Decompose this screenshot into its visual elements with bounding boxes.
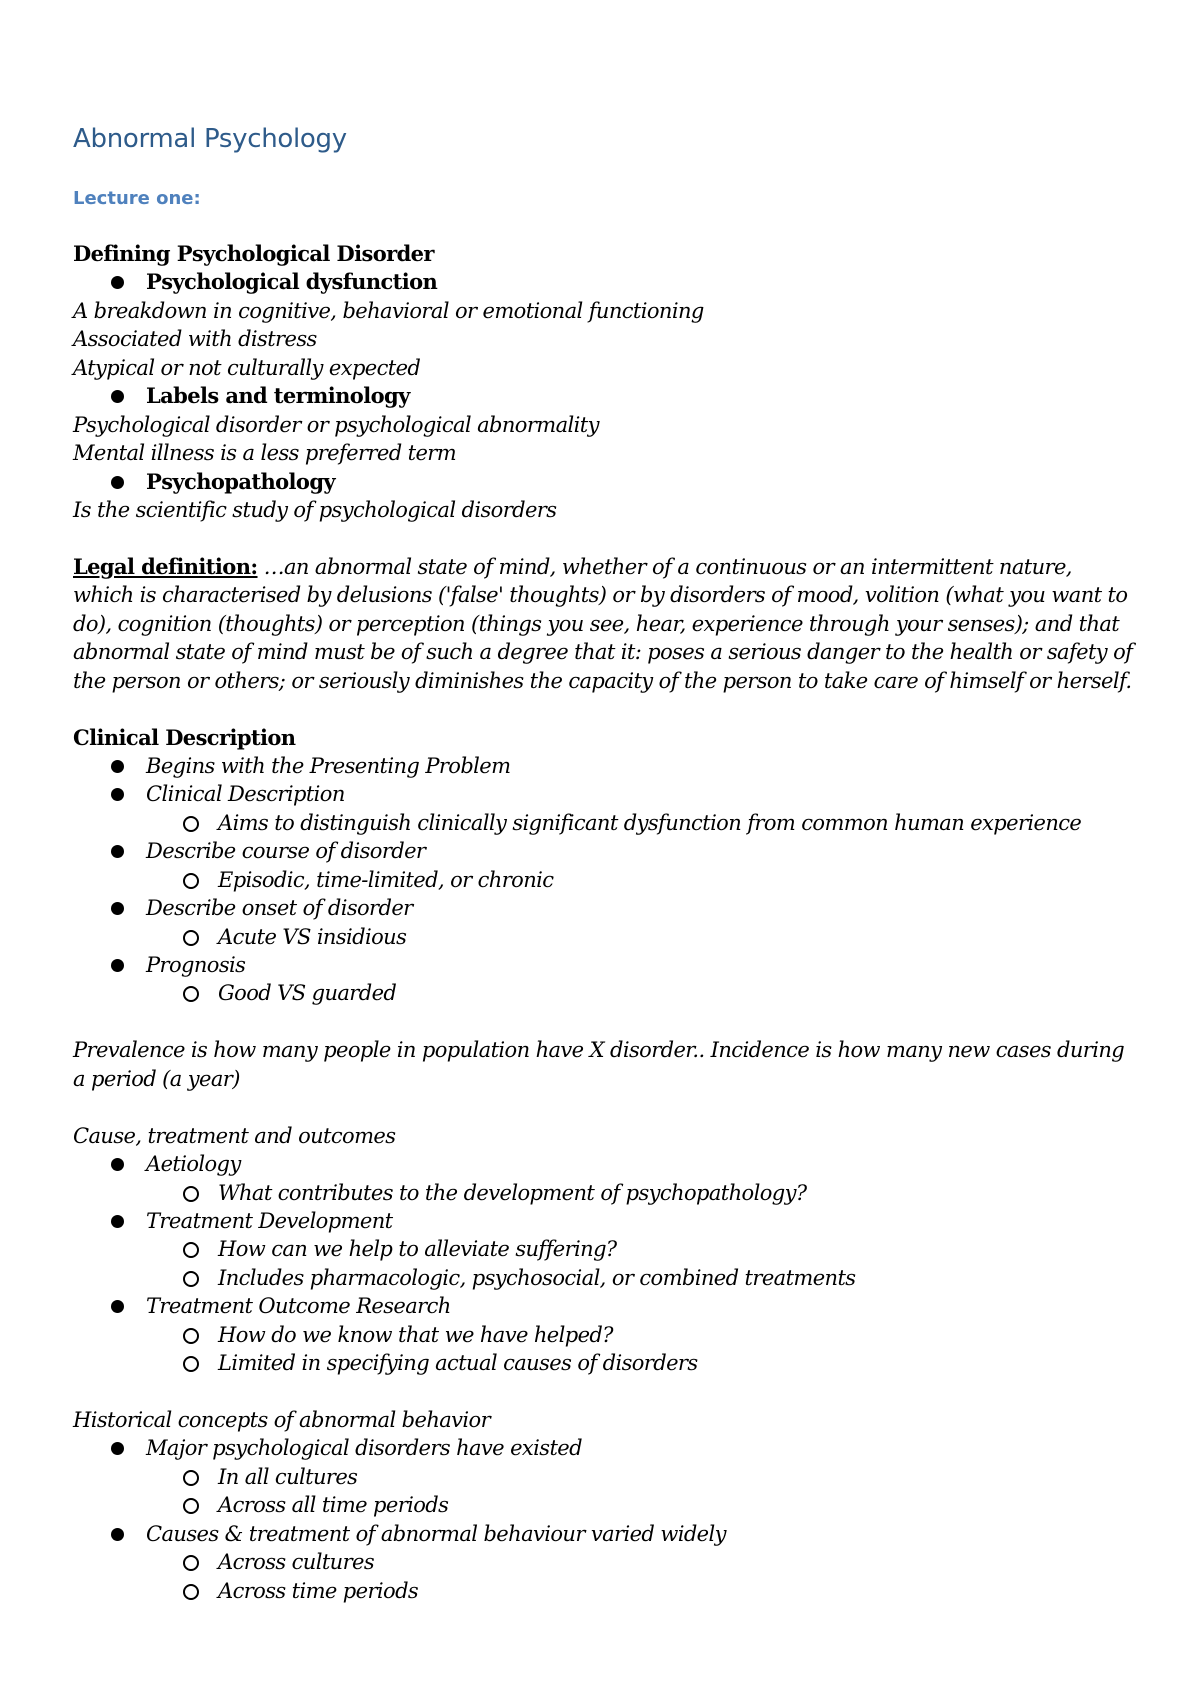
bullet-label: Psychopathology: [146, 468, 336, 494]
legal-definition-label: Legal definition:: [73, 553, 258, 579]
circle-bullet-icon: [183, 873, 199, 889]
sub-list-item: [73, 1463, 1143, 1491]
bullet-icon: [111, 845, 124, 858]
bullet-icon: [111, 1300, 124, 1313]
sub-list-item: [73, 1321, 1143, 1349]
section-heading-clinical: Clinical Description: [73, 724, 296, 750]
sub-list-item-text: What contributes to the development of psychopathology?: [218, 1180, 807, 1205]
sub-list-item-text: Episodic, time-limited, or chronic: [218, 867, 554, 892]
list-item-text: Treatment Development: [146, 1208, 393, 1233]
bullet-icon: [111, 476, 124, 489]
list-item-text: Begins with the Presenting Problem: [146, 753, 511, 778]
sub-list-item-text: In all cultures: [218, 1464, 358, 1489]
document-title: Abnormal Psychology: [73, 124, 347, 154]
circle-bullet-icon: [183, 1328, 199, 1344]
list-item: [73, 1292, 1143, 1320]
text-line: Atypical or not culturally expected: [73, 355, 421, 380]
list-item: [73, 1520, 1143, 1548]
list-item: [73, 837, 1143, 865]
circle-bullet-icon: [183, 1584, 199, 1600]
section-heading-historical: Historical concepts of abnormal behavior: [73, 1408, 491, 1433]
sub-list-item: [73, 1235, 1143, 1263]
sub-list-item: [73, 979, 1143, 1007]
bullet-labels-terminology: [73, 382, 1143, 410]
list-item: [73, 752, 1143, 780]
section-heading-defining: Defining Psychological Disorder: [73, 241, 434, 266]
bullet-icon: [111, 959, 124, 972]
bullet-label: Labels and terminology: [146, 383, 410, 409]
list-item-text: Describe course of disorder: [146, 839, 426, 864]
circle-bullet-icon: [183, 930, 199, 946]
prevalence-paragraph: Prevalence is how many people in population have X disorder.. Incidence is how many new cases during a period (a year): [73, 1038, 1125, 1091]
circle-bullet-icon: [183, 1498, 199, 1514]
bullet-icon: [111, 1215, 124, 1228]
list-item-text: Aetiology: [146, 1152, 241, 1177]
circle-bullet-icon: [183, 1470, 199, 1486]
text-line: Is the scientific study of psychological disorders: [73, 497, 557, 522]
text-line: Mental illness is a less preferred term: [73, 441, 457, 466]
bullet-icon: [111, 902, 124, 915]
bullet-icon: [111, 788, 124, 801]
sub-list-item: [73, 1349, 1143, 1377]
document-body: [73, 240, 1143, 1605]
circle-bullet-icon: [183, 1555, 199, 1571]
sub-list-item: [73, 1548, 1143, 1576]
list-item-text: Causes & treatment of abnormal behaviour varied widely: [146, 1521, 726, 1546]
list-item-text: Treatment Outcome Research: [146, 1294, 451, 1319]
bullet-psychological-dysfunction: [73, 268, 1143, 296]
sub-list-item-text: How do we know that we have helped?: [218, 1322, 613, 1347]
circle-bullet-icon: [183, 1242, 199, 1258]
bullet-icon: [111, 276, 124, 289]
text-line: Psychological disorder or psychological abnormality: [73, 412, 599, 437]
list-item-text: Clinical Description: [146, 782, 345, 807]
text-line: Associated with distress: [73, 327, 317, 352]
sub-list-item-text: How can we help to alleviate suffering?: [218, 1237, 617, 1262]
sub-list-item: [73, 866, 1143, 894]
sub-list-item-text: Across cultures: [218, 1550, 375, 1575]
sub-list-item: [73, 1491, 1143, 1519]
list-item-text: Prognosis: [146, 953, 246, 978]
circle-bullet-icon: [183, 816, 199, 832]
sub-list-item-text: Aims to distinguish clinically significant dysfunction from common human experience: [218, 810, 1082, 835]
bullet-icon: [111, 1442, 124, 1455]
legal-definition-paragraph: [73, 553, 1135, 695]
sub-list-item-text: Includes pharmacologic, psychosocial, or combined treatments: [218, 1265, 856, 1290]
sub-list-item-text: Good VS guarded: [218, 981, 397, 1006]
bullet-icon: [111, 1158, 124, 1171]
circle-bullet-icon: [183, 1186, 199, 1202]
bullet-icon: [111, 390, 124, 403]
sub-list-item: [73, 1577, 1143, 1605]
sub-list-item-text: Across all time periods: [218, 1493, 449, 1518]
list-item: [73, 1434, 1143, 1462]
bullet-psychopathology: [73, 468, 1143, 496]
sub-list-item: [73, 1264, 1143, 1292]
bullet-label: Psychological dysfunction: [146, 269, 438, 295]
sub-list-item: [73, 809, 1143, 837]
list-item: [73, 1150, 1143, 1178]
lecture-subtitle: Lecture one:: [73, 188, 201, 209]
bullet-icon: [111, 1528, 124, 1541]
list-item-text: Major psychological disorders have existed: [146, 1436, 582, 1461]
list-item-text: Describe onset of disorder: [146, 896, 413, 921]
circle-bullet-icon: [183, 1356, 199, 1372]
sub-list-item-text: Acute VS insidious: [218, 924, 407, 949]
sub-list-item-text: Across time periods: [218, 1578, 419, 1603]
legal-definition-text: …an abnormal state of mind, whether of a continuous or an intermittent nature, which is characterised by delusions ('false' thoughts) or by disorders of mood, volition (what you want to do), cognition (thoughts) or perception (things you see, hear, experience through your senses); and that abnormal state of mind must be of such a degree that it: poses a serious danger to the health or safety of the person or others; or seriously diminishes the capacity of the person to take care of himself or herself.: [73, 554, 1133, 693]
circle-bullet-icon: [183, 1271, 199, 1287]
sub-list-item: [73, 923, 1143, 951]
text-line: A breakdown in cognitive, behavioral or emotional functioning: [73, 298, 704, 323]
list-item: [73, 894, 1143, 922]
list-item: [73, 780, 1143, 808]
list-item: [73, 1207, 1143, 1235]
list-item: [73, 951, 1143, 979]
sub-list-item-text: Limited in specifying actual causes of disorders: [218, 1351, 698, 1376]
bullet-icon: [111, 760, 124, 773]
circle-bullet-icon: [183, 986, 199, 1002]
sub-list-item: [73, 1179, 1143, 1207]
section-heading-cause: Cause, treatment and outcomes: [73, 1123, 396, 1148]
